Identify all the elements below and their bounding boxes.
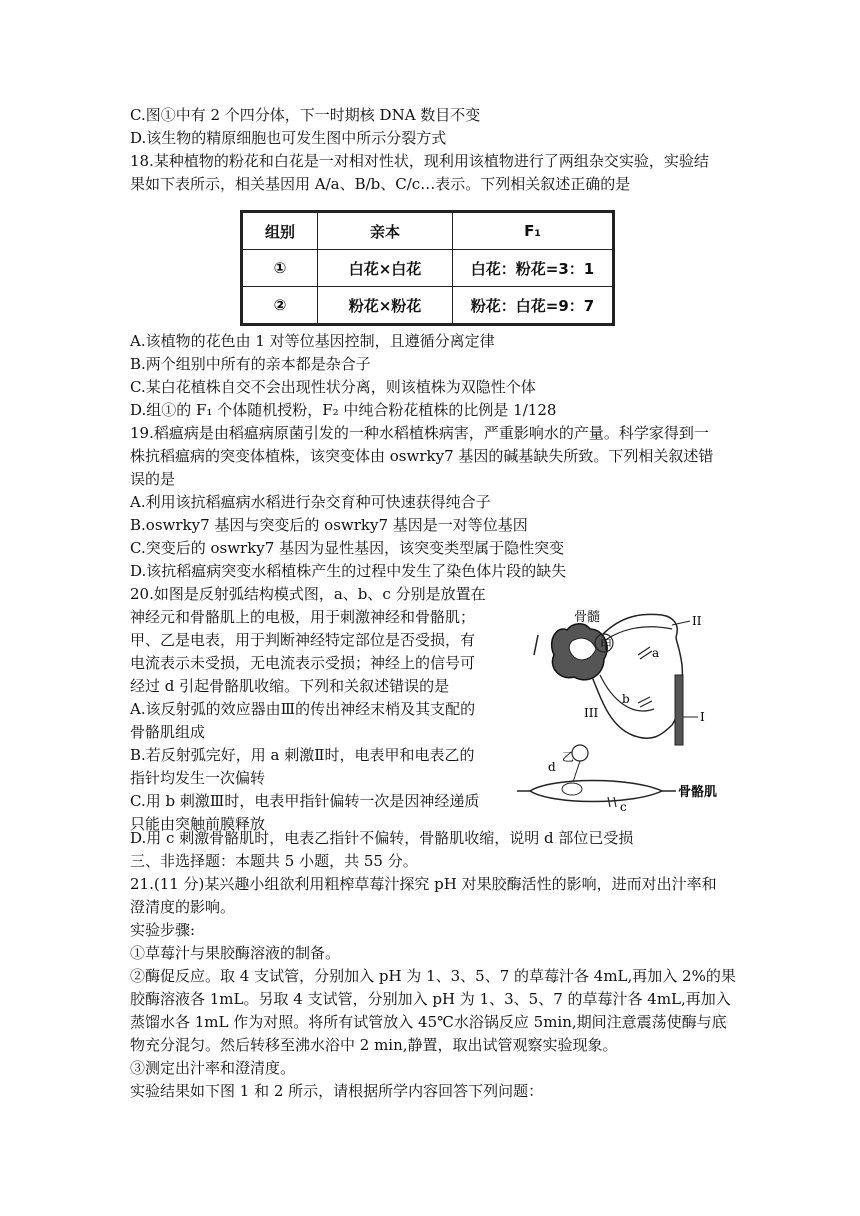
question-21-stem-cont: 澄清度的影响。 <box>130 898 236 916</box>
label-skeletal-muscle: 骨骼肌 <box>678 785 718 800</box>
option-d-prev: D.该生物的精原细胞也可发生图中所示分裂方式 <box>130 129 447 147</box>
question-20-stem: 经过 d 引起骨骼肌收缩。下列和关叙述错误的是 <box>130 677 450 695</box>
q20-option-b-cont: 指针均发生一次偏转 <box>130 769 266 787</box>
question-19-stem: 19.稻瘟病是由稻瘟病原菌引发的一种水稻植株病害，严重影响水的产量。科学家得到一 <box>130 424 709 442</box>
results-intro: 实验结果如下图 1 和 2 所示，请根据所学内容回答下列问题： <box>130 1082 544 1100</box>
q18-option-c: C.某白花植株自交不会出现性状分离，则该植株为双隐性个体 <box>130 378 536 396</box>
spinal-cord-shape <box>552 624 608 680</box>
option-c-prev: C.图①中有 2 个四分体，下一时期核 DNA 数目不变 <box>130 106 481 124</box>
nerve-ii-line <box>604 627 672 641</box>
q19-option-c: C.突变后的 oswrky7 基因为显性基因，该突变类型属于隐性突变 <box>130 539 565 557</box>
electrode-a <box>638 647 652 659</box>
question-18-stem-cont: 果如下表所示，相关基因用 A/a、B/b、C/c…表示。下列相关叙述正确的是 <box>130 175 631 193</box>
question-20-stem: 甲、乙是电表，用于判断神经特定部位是否受损，有 <box>130 631 476 649</box>
table-cell: ① <box>242 250 318 287</box>
nerve-ii-upper <box>602 614 677 637</box>
question-21-stem: 21.(11 分)某兴趣小组欲利用粗榨草莓汁探究 pH 对果胶酶活性的影响，进而对出汁率和 <box>130 875 717 893</box>
step-2: ②酶促反应。取 4 支试管，分别加入 pH 为 1、3、5、7 的草莓汁各 4mL,再加入 2%的果 <box>130 967 736 985</box>
table-cell: 白花×白花 <box>318 250 453 287</box>
table-cell: 白花：粉花=3：1 <box>453 250 614 287</box>
label-electrode-a: a <box>652 646 660 660</box>
nerve-i-bar <box>675 675 683 745</box>
q18-option-d: D.组①的 F₁ 个体随机授粉，F₂ 中纯合粉花植株的比例是 1/128 <box>130 401 557 419</box>
q19-option-b: B.oswrky7 基因与突变后的 oswrky7 基因是一对等位基因 <box>130 516 528 534</box>
table-header: 亲本 <box>318 212 453 250</box>
cross-results-table <box>240 210 615 326</box>
q19-option-d: D.该抗稻瘟病突变水稻植株产生的过程中发生了染色体片段的缺失 <box>130 562 567 580</box>
electrode-b <box>638 697 652 707</box>
label-electrode-c: c <box>620 800 627 814</box>
q20-option-c: C.用 b 刺激Ⅲ时，电表甲指针偏转一次是因神经递质 <box>130 792 480 810</box>
label-nerve-i: I <box>700 710 705 724</box>
label-meter-yi: 乙 <box>562 750 575 764</box>
table-row <box>242 250 614 287</box>
q20-option-c-cont: 只能由突触前膜释放 <box>130 815 266 833</box>
q19-option-a: A.利用该抗稻瘟病水稻进行杂交育种可快速获得纯合子 <box>130 493 491 511</box>
q18-option-b: B.两个组别中所有的亲本都是杂合子 <box>130 355 371 373</box>
label-electrode-b: b <box>622 692 630 706</box>
step-2-cont: 物充分混匀。然后转移至沸水浴中 2 min,静置，取出试管观察实验现象。 <box>130 1036 618 1054</box>
table-cell: 粉花：白花=9：7 <box>453 287 614 325</box>
step-2-cont: 蒸馏水各 1mL 作为对照。将所有试管放入 45℃水浴锅反应 5min,期间注意震荡使酶与底 <box>130 1013 727 1031</box>
label-meter-jia: 甲 <box>600 638 613 652</box>
q18-option-a: A.该植物的花色由 1 对等位基因控制，且遵循分离定律 <box>130 332 495 350</box>
meter-yi-dial <box>572 745 588 761</box>
q20-option-a-cont: 骨骼肌组成 <box>130 723 206 741</box>
question-20-stem: 神经元和骨骼肌上的电极，用于刺激神经和骨骼肌； <box>130 608 476 626</box>
skeletal-muscle-shape <box>530 781 662 802</box>
question-18-stem: 18.某种植物的粉花和白花是一对相对性状，现利用该植物进行了两组杂交实验，实验结 <box>130 152 709 170</box>
question-20-stem: 20.如图是反射弧结构模式图，a、b、c 分别是放置在 <box>130 585 486 603</box>
q20-option-b: B.若反射弧完好，用 a 刺激Ⅱ时，电表甲和电表乙的 <box>130 746 475 764</box>
label-nerve-ii: II <box>692 614 702 628</box>
label-nerve-iii: III <box>584 706 599 720</box>
table-cell: ② <box>242 287 318 325</box>
label-point-d: d <box>548 760 556 774</box>
step-1: ①草莓汁与果胶酶溶液的制备。 <box>130 944 341 962</box>
step-2-cont: 胶酶溶液各 1mL。另取 4 支试管，分别加入 pH 为 1、3、5、7 的草莓汁各 4mL,再加入 <box>130 990 731 1008</box>
table-header-row <box>242 212 614 250</box>
question-19-stem-cont: 株抗稻瘟病的突变体植株，该突变体由 oswrky7 基因的碱基缺失所致。下列相关叙述错 <box>130 447 714 465</box>
question-19-stem-end: 误的是 <box>130 470 176 488</box>
experiment-steps-heading: 实验步骤: <box>130 921 196 939</box>
q20-option-a: A.该反射弧的效应器由Ⅲ的传出神经末梢及其支配的 <box>130 700 476 718</box>
stray-mark <box>534 635 538 655</box>
label-spinal-cord: 骨髓 <box>574 610 601 625</box>
table-header: 组别 <box>242 212 318 250</box>
reflex-arc-diagram <box>512 585 737 820</box>
question-20-stem: 电流表示未受损，无电流表示受损；神经上的信号可 <box>130 654 476 672</box>
step-3: ③测定出汁率和澄清度。 <box>130 1059 296 1077</box>
table-cell: 粉花×粉花 <box>318 287 453 325</box>
table-header: F₁ <box>453 212 614 250</box>
section-heading: 三、非选择题：本题共 5 小题，共 55 分。 <box>130 852 418 870</box>
q20-option-d: D.用 c 刺激骨骼肌时，电表乙指针不偏转，骨骼肌收缩，说明 d 部位已受损 <box>130 829 634 847</box>
table-row <box>242 287 614 325</box>
